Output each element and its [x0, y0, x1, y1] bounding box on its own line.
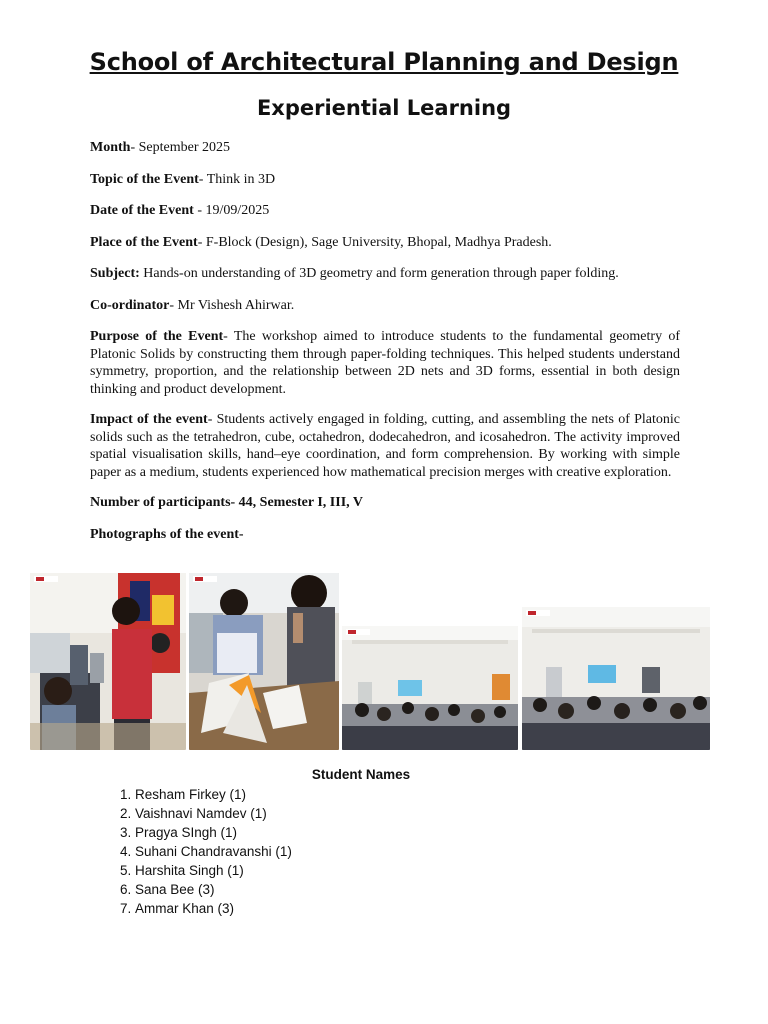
field-participants: Number of participants- 44, Semester I, III, V [90, 495, 363, 510]
event-photo-4 [522, 607, 710, 750]
event-photo-1 [30, 573, 186, 750]
field-place: Place of the Event- F-Block (Design), Sage University, Bhopal, Madhya Pradesh. [90, 234, 552, 250]
student-names-heading: Student Names [311, 767, 411, 782]
student-names-list [112, 785, 292, 918]
field-topic: Topic of the Event- Think in 3D [90, 171, 276, 187]
field-purpose: Purpose of the Event- The workshop aimed to introduce students to the fundamental geometry of Platonic Solids by constructing them through paper-folding techniques. This helped students understand symmetry, proportion, and the relationship between 2D nets and 3D forms, essential in both design thinking and product development. [90, 329, 681, 397]
field-impact: Impact of the event- Students actively engaged in folding, cutting, and assembling the nets of Platonic solids such as the tetrahedron, cube, octahedron, dodecahedron, and icosahedron. The activity improved spatial visualisation skills, hand–eye coordination, and form comprehension. By working with simple paper as a medium, students experienced how mathematical precision merges with creative exploration. [90, 412, 680, 480]
list-item: 5. Harshita Singh (1) [135, 861, 292, 880]
field-photographs: Photographs of the event- [90, 526, 244, 542]
event-photo-3 [342, 626, 518, 750]
field-subject: Subject: Hands-on understanding of 3D geometry and form generation through paper folding. [90, 266, 619, 281]
list-item: 7. Ammar Khan (3) [135, 899, 292, 918]
list-item: 1. Resham Firkey (1) [135, 785, 292, 804]
event-details [90, 139, 680, 556]
document-title: School of Architectural Planning and Design [89, 48, 679, 76]
field-date: Date of the Event - 19/09/2025 [90, 203, 270, 218]
document-subtitle: Experiential Learning [256, 96, 512, 120]
list-item: 4. Suhani Chandravanshi (1) [135, 842, 292, 861]
list-item: 3. Pragya SIngh (1) [135, 823, 292, 842]
field-coordinator: Co-ordinator- Mr Vishesh Ahirwar. [90, 297, 295, 313]
list-item: 6. Sana Bee (3) [135, 880, 292, 899]
list-item: 2. Vaishnavi Namdev (1) [135, 804, 292, 823]
field-month: Month- September 2025 [90, 140, 230, 155]
event-photo-2 [189, 573, 339, 750]
